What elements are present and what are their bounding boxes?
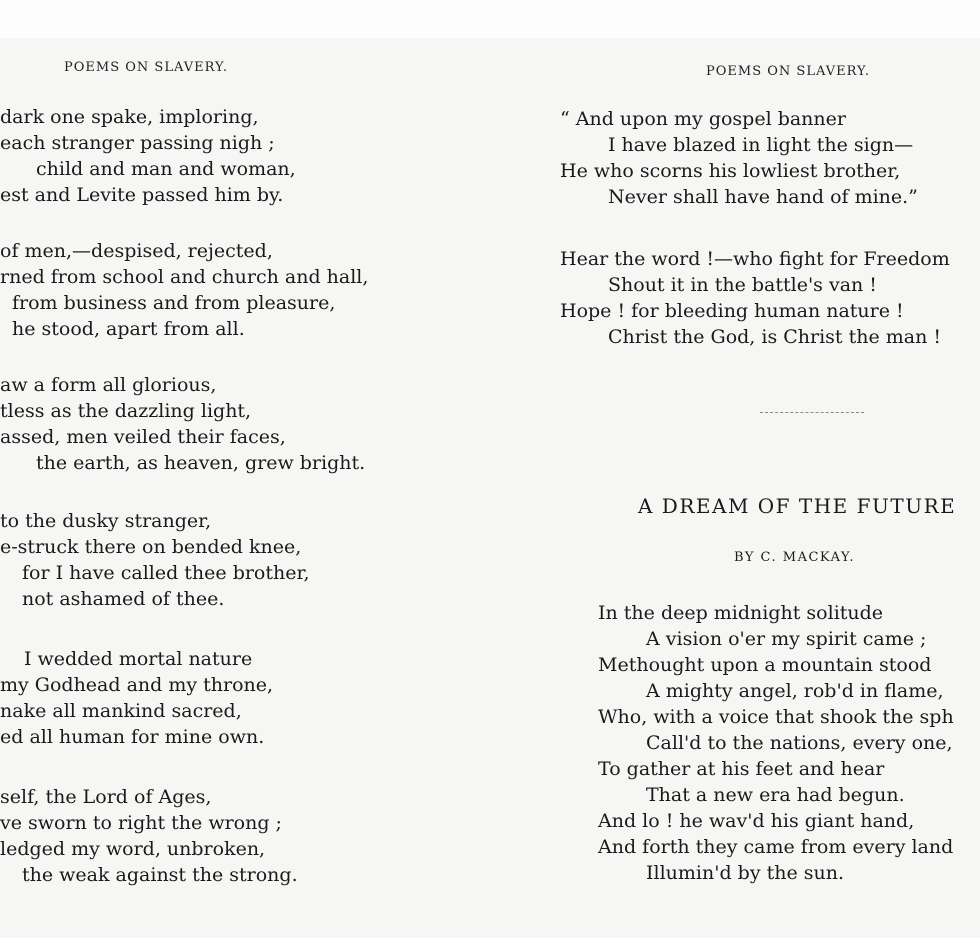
verse-line: est and Levite passed him by. [0,184,284,206]
section-divider [760,412,864,415]
verse-line: A vision o'er my spirit came ; [646,628,927,650]
verse-line: of men,—despised, rejected, [0,240,273,262]
right-page [520,38,980,938]
verse-line: Illumin'd by the sun. [646,862,845,884]
verse-line: from business and from pleasure, [12,292,336,314]
stanza [0,646,274,750]
verse-line: Hope ! for bleeding human nature ! [560,300,904,322]
verse-line: Hear the word !—who fight for Freedom [560,248,950,270]
poem-body [598,600,954,886]
verse-line: ledged my word, unbroken, [0,838,266,860]
poem-title: A DREAM OF THE FUTURE [638,494,957,518]
verse-line: Methought upon a mountain stood [598,654,932,676]
stanza [560,106,918,210]
verse-line: ve sworn to right the wrong ; [0,812,282,834]
left-page [0,38,520,938]
verse-line: for I have called thee brother, [22,562,310,584]
stanza [0,372,366,476]
verse-line: child and man and woman, [36,158,296,180]
verse-line: the weak against the strong. [22,864,298,886]
verse-line: nake all mankind sacred, [0,700,242,722]
verse-line: Call'd to the nations, every one, [646,732,953,754]
verse-line: And lo ! he wav'd his giant hand, [598,810,915,832]
top-margin [0,0,980,38]
verse-line: I wedded mortal nature [24,648,253,670]
verse-line: assed, men veiled their faces, [0,426,286,448]
verse-line: Who, with a voice that shook the sph [598,706,954,728]
stanza [0,104,296,208]
verse-line: And forth they came from every land [598,836,954,858]
verse-line: the earth, as heaven, grew bright. [36,452,366,474]
verse-line: Christ the God, is Christ the man ! [608,326,942,348]
verse-line: Never shall have hand of mine.” [608,186,918,208]
stanza [0,784,298,888]
poem-byline: BY C. MACKAY. [734,550,856,565]
verse-line: A mighty angel, rob'd in flame, [646,680,944,702]
verse-line: he stood, apart from all. [12,318,245,340]
verse-line: Shout it in the battle's van ! [608,274,877,296]
verse-line: to the dusky stranger, [0,510,212,532]
verse-line: tless as the dazzling light, [0,400,252,422]
verse-line: aw a form all glorious, [0,374,217,396]
running-header-left: POEMS ON SLAVERY. [64,60,228,75]
verse-line: e-struck there on bended knee, [0,536,302,558]
verse-line: To gather at his feet and hear [598,758,885,780]
verse-line: each stranger passing nigh ; [0,132,275,154]
running-header-right: POEMS ON SLAVERY. [706,64,870,79]
stanza [0,238,369,342]
verse-line: In the deep midnight solitude [598,602,884,624]
verse-line: self, the Lord of Ages, [0,786,212,808]
verse-line: not ashamed of thee. [22,588,225,610]
verse-line: my Godhead and my throne, [0,674,274,696]
verse-line: That a new era had begun. [646,784,905,806]
stanza [560,246,950,350]
verse-line: ed all human for mine own. [0,726,265,748]
verse-line: rned from school and church and hall, [0,266,369,288]
verse-line: I have blazed in light the sign— [608,134,914,156]
verse-line: dark one spake, imploring, [0,106,259,128]
verse-line: “ And upon my gospel banner [560,108,846,130]
verse-line: He who scorns his lowliest brother, [560,160,901,182]
stanza [0,508,310,612]
